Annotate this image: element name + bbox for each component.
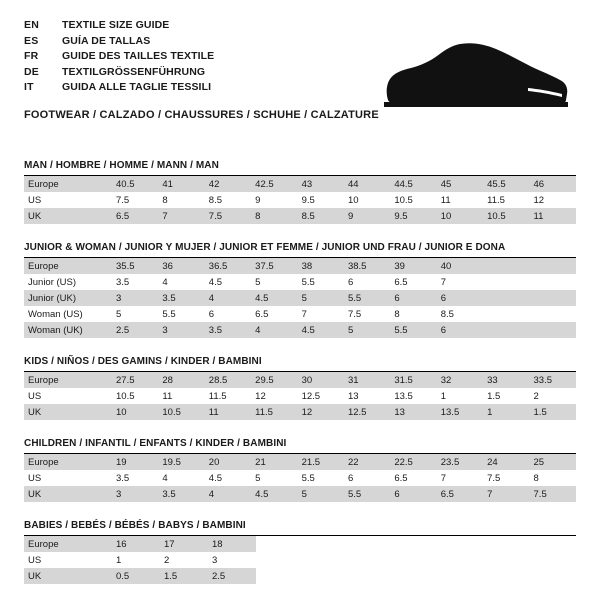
- row-label: US: [24, 552, 112, 568]
- size-cell: 3: [112, 486, 158, 502]
- size-cell: 6: [205, 306, 251, 322]
- row-label: UK: [24, 404, 112, 420]
- size-cell: 6: [390, 486, 436, 502]
- size-cell: 3.5: [158, 486, 204, 502]
- size-cell: 7.5: [344, 306, 390, 322]
- size-cell-empty: [483, 290, 529, 306]
- size-cell: 37.5: [251, 258, 297, 274]
- size-cell: 5: [251, 470, 297, 486]
- size-cell: 3: [208, 552, 256, 568]
- row-label: Europe: [24, 372, 112, 388]
- row-label: Europe: [24, 176, 112, 192]
- size-cell: 5.5: [158, 306, 204, 322]
- language-code: IT: [24, 81, 34, 94]
- size-cell: 3.5: [112, 470, 158, 486]
- section-title: MAN / HOMBRE / HOMME / MANN / MAN: [24, 160, 219, 171]
- size-cell: 22.5: [390, 454, 436, 470]
- size-cell: 4.5: [251, 486, 297, 502]
- size-cell: 10: [437, 208, 483, 224]
- size-cell: 5: [251, 274, 297, 290]
- size-cell: 12: [251, 388, 297, 404]
- size-cell: 33.5: [530, 372, 576, 388]
- size-cell: 4.5: [205, 470, 251, 486]
- size-cell: 10: [344, 192, 390, 208]
- category-heading: FOOTWEAR / CALZADO / CHAUSSURES / SCHUHE / CALZATURE: [24, 108, 379, 121]
- size-cell: 42.5: [251, 176, 297, 192]
- size-cell: 38: [298, 258, 344, 274]
- size-cell: 6.5: [251, 306, 297, 322]
- language-row: [24, 65, 214, 81]
- section-title: BABIES / BEBÉS / BÉBÉS / BABYS / BAMBINI: [24, 520, 246, 531]
- size-cell: 8.5: [298, 208, 344, 224]
- section-children: [24, 438, 576, 502]
- size-table-kids: [24, 372, 576, 420]
- size-cell: 7: [437, 274, 483, 290]
- row-label: UK: [24, 486, 112, 502]
- size-cell: 1: [112, 552, 160, 568]
- size-cell: 4: [158, 470, 204, 486]
- size-cell: 8: [390, 306, 436, 322]
- size-cell: 4: [205, 486, 251, 502]
- row-label: UK: [24, 208, 112, 224]
- size-cell: 2: [160, 552, 208, 568]
- size-cell: 5: [298, 486, 344, 502]
- size-cell-empty: [530, 290, 576, 306]
- size-cell: 16: [112, 536, 160, 552]
- size-cell: 40: [437, 258, 483, 274]
- size-cell: 6: [437, 290, 483, 306]
- size-cell: 5.5: [344, 290, 390, 306]
- size-cell: 7.5: [530, 486, 576, 502]
- size-cell: 10.5: [112, 388, 158, 404]
- size-cell: 27.5: [112, 372, 158, 388]
- size-cell: 1: [437, 388, 483, 404]
- row-label: UK: [24, 568, 112, 584]
- section-man: [24, 160, 576, 224]
- size-cell: 7: [483, 486, 529, 502]
- size-cell: 2.5: [208, 568, 256, 584]
- size-cell: 11.5: [251, 404, 297, 420]
- size-cell: 10.5: [483, 208, 529, 224]
- size-cell: 41: [158, 176, 204, 192]
- row-label: Junior (UK): [24, 290, 112, 306]
- size-cell: 25: [530, 454, 576, 470]
- size-cell: 4: [205, 290, 251, 306]
- size-cell: 42: [205, 176, 251, 192]
- row-label: US: [24, 470, 112, 486]
- size-cell: 28: [158, 372, 204, 388]
- size-cell: 45: [437, 176, 483, 192]
- size-cell: 5: [112, 306, 158, 322]
- language-code: ES: [24, 34, 39, 47]
- size-cell: 33: [483, 372, 529, 388]
- size-cell: 4: [158, 274, 204, 290]
- size-cell: 19: [112, 454, 158, 470]
- size-cell: 12.5: [344, 404, 390, 420]
- table-row: [24, 552, 256, 568]
- size-cell: 9: [344, 208, 390, 224]
- size-cell: 9: [251, 192, 297, 208]
- row-label: Woman (UK): [24, 322, 112, 338]
- table-row: [24, 454, 576, 470]
- size-cell: 39: [390, 258, 436, 274]
- size-cell: 7: [158, 208, 204, 224]
- section-babies: [24, 520, 576, 584]
- size-cell: 5: [298, 290, 344, 306]
- table-row: [24, 470, 576, 486]
- row-label: Junior (US): [24, 274, 112, 290]
- table-row: [24, 322, 576, 338]
- size-cell: 3: [158, 322, 204, 338]
- size-cell: 12.5: [298, 388, 344, 404]
- section-title: KIDS / NIÑOS / DES GAMINS / KINDER / BAMBINI: [24, 356, 262, 367]
- size-cell: 21.5: [298, 454, 344, 470]
- size-cell: 46: [530, 176, 576, 192]
- size-cell-empty: [483, 306, 529, 322]
- size-cell: 4: [251, 322, 297, 338]
- size-cell: 8: [251, 208, 297, 224]
- size-cell: 7.5: [483, 470, 529, 486]
- size-cell: 6.5: [437, 486, 483, 502]
- size-cell: 45.5: [483, 176, 529, 192]
- language-row: [24, 34, 214, 50]
- language-title: GUIDE DES TAILLES TEXTILE: [62, 50, 215, 63]
- section-kids: [24, 356, 576, 420]
- size-cell-empty: [483, 258, 529, 274]
- size-cell-empty: [530, 322, 576, 338]
- size-cell: 8: [530, 470, 576, 486]
- table-row: [24, 568, 256, 584]
- table-row: [24, 290, 576, 306]
- size-cell: 6: [437, 322, 483, 338]
- size-cell: 8: [158, 192, 204, 208]
- size-cell: 32: [437, 372, 483, 388]
- row-label: US: [24, 192, 112, 208]
- size-cell: 0.5: [112, 568, 160, 584]
- language-title: TEXTILE SIZE GUIDE: [62, 19, 170, 31]
- language-row: [24, 80, 214, 96]
- size-cell: 28.5: [205, 372, 251, 388]
- size-cell: 13.5: [437, 404, 483, 420]
- size-cell: 44: [344, 176, 390, 192]
- language-title-list: [24, 18, 214, 96]
- section-title: JUNIOR & WOMAN / JUNIOR Y MUJER / JUNIOR ET FEMME / JUNIOR UND FRAU / JUNIOR E DONA: [24, 242, 506, 253]
- size-cell: 18: [208, 536, 256, 552]
- size-cell: 6: [390, 290, 436, 306]
- section-title: CHILDREN / INFANTIL / ENFANTS / KINDER / BAMBINI: [24, 438, 287, 449]
- language-title: GUIDA ALLE TAGLIE TESSILI: [62, 81, 212, 94]
- size-cell: 12: [530, 192, 576, 208]
- size-cell: 6.5: [390, 470, 436, 486]
- size-cell: 5.5: [390, 322, 436, 338]
- size-table-junior-woman: [24, 258, 576, 338]
- size-cell: 36.5: [205, 258, 251, 274]
- size-cell: 30: [298, 372, 344, 388]
- size-cell: 7: [298, 306, 344, 322]
- document-header: [24, 18, 576, 122]
- size-cell: 2: [530, 388, 576, 404]
- row-label: US: [24, 388, 112, 404]
- table-row: [24, 176, 576, 192]
- size-cell: 8.5: [205, 192, 251, 208]
- size-cell: 13: [344, 388, 390, 404]
- size-cell: 13.5: [390, 388, 436, 404]
- size-table-body: [24, 258, 576, 338]
- table-row: [24, 306, 576, 322]
- row-label: Europe: [24, 454, 112, 470]
- table-row: [24, 486, 576, 502]
- table-row: [24, 404, 576, 420]
- size-cell: 10: [112, 404, 158, 420]
- size-cell: 31: [344, 372, 390, 388]
- size-cell: 21: [251, 454, 297, 470]
- size-cell: 43: [298, 176, 344, 192]
- size-cell: 4.5: [251, 290, 297, 306]
- language-code: DE: [24, 65, 39, 78]
- size-cell-empty: [483, 274, 529, 290]
- table-row: [24, 192, 576, 208]
- size-cell: 1.5: [530, 404, 576, 420]
- size-cell: 11: [158, 388, 204, 404]
- size-cell: 24: [483, 454, 529, 470]
- size-cell: 36: [158, 258, 204, 274]
- size-table-children: [24, 454, 576, 502]
- size-table-man: [24, 176, 576, 224]
- size-cell: 5.5: [298, 470, 344, 486]
- size-cell-empty: [530, 274, 576, 290]
- size-cell: 10.5: [390, 192, 436, 208]
- row-label: Europe: [24, 258, 112, 274]
- size-cell: 2.5: [112, 322, 158, 338]
- size-cell: 3.5: [158, 290, 204, 306]
- language-row: [24, 49, 214, 65]
- size-cell: 11.5: [205, 388, 251, 404]
- language-row: [24, 18, 214, 34]
- size-cell-empty: [530, 258, 576, 274]
- language-code: FR: [24, 50, 39, 63]
- table-row: [24, 274, 576, 290]
- size-cell: 9.5: [390, 208, 436, 224]
- size-cell: 1.5: [483, 388, 529, 404]
- size-cell: 11.5: [483, 192, 529, 208]
- section-junior-woman: [24, 242, 576, 338]
- size-cell: 1: [483, 404, 529, 420]
- size-cell: 12: [298, 404, 344, 420]
- size-cell: 6.5: [390, 274, 436, 290]
- size-cell: 3.5: [205, 322, 251, 338]
- table-row: [24, 258, 576, 274]
- size-cell: 6: [344, 470, 390, 486]
- size-cell-empty: [483, 322, 529, 338]
- size-cell: 11: [205, 404, 251, 420]
- size-cell: 17: [160, 536, 208, 552]
- size-table-body: [24, 536, 256, 584]
- size-cell: 9.5: [298, 192, 344, 208]
- size-cell: 23.5: [437, 454, 483, 470]
- language-title: TEXTILGRÖSSENFÜHRUNG: [62, 65, 206, 78]
- size-cell: 6.5: [112, 208, 158, 224]
- table-row: [24, 208, 576, 224]
- size-cell: 5.5: [344, 486, 390, 502]
- size-cell: 44.5: [390, 176, 436, 192]
- size-cell: 4.5: [298, 322, 344, 338]
- language-title: GUÍA DE TALLAS: [62, 34, 151, 47]
- size-cell: 11: [437, 192, 483, 208]
- size-table-body: [24, 176, 576, 224]
- size-cell: 8.5: [437, 306, 483, 322]
- language-code: EN: [24, 19, 39, 31]
- size-cell: 3: [112, 290, 158, 306]
- size-cell: 20: [205, 454, 251, 470]
- size-cell: 3.5: [112, 274, 158, 290]
- size-table-babies: [24, 536, 256, 584]
- size-table-body: [24, 454, 576, 502]
- size-cell: 40.5: [112, 176, 158, 192]
- row-label: Woman (US): [24, 306, 112, 322]
- size-cell-empty: [530, 306, 576, 322]
- size-cell: 35.5: [112, 258, 158, 274]
- size-cell: 22: [344, 454, 390, 470]
- size-cell: 10.5: [158, 404, 204, 420]
- size-cell: 19.5: [158, 454, 204, 470]
- table-row: [24, 388, 576, 404]
- language-title-list-body: [24, 18, 214, 96]
- size-cell: 13: [390, 404, 436, 420]
- size-table-body: [24, 372, 576, 420]
- dress-shoe-icon: [380, 38, 570, 112]
- size-cell: 7.5: [205, 208, 251, 224]
- row-label: Europe: [24, 536, 112, 552]
- table-row: [24, 372, 576, 388]
- size-cell: 5.5: [298, 274, 344, 290]
- size-cell: 31.5: [390, 372, 436, 388]
- size-cell: 38.5: [344, 258, 390, 274]
- size-cell: 4.5: [205, 274, 251, 290]
- size-cell: 7: [437, 470, 483, 486]
- size-cell: 29.5: [251, 372, 297, 388]
- size-cell: 1.5: [160, 568, 208, 584]
- size-cell: 11: [530, 208, 576, 224]
- size-cell: 6: [344, 274, 390, 290]
- size-cell: 7.5: [112, 192, 158, 208]
- size-cell: 5: [344, 322, 390, 338]
- table-row: [24, 536, 256, 552]
